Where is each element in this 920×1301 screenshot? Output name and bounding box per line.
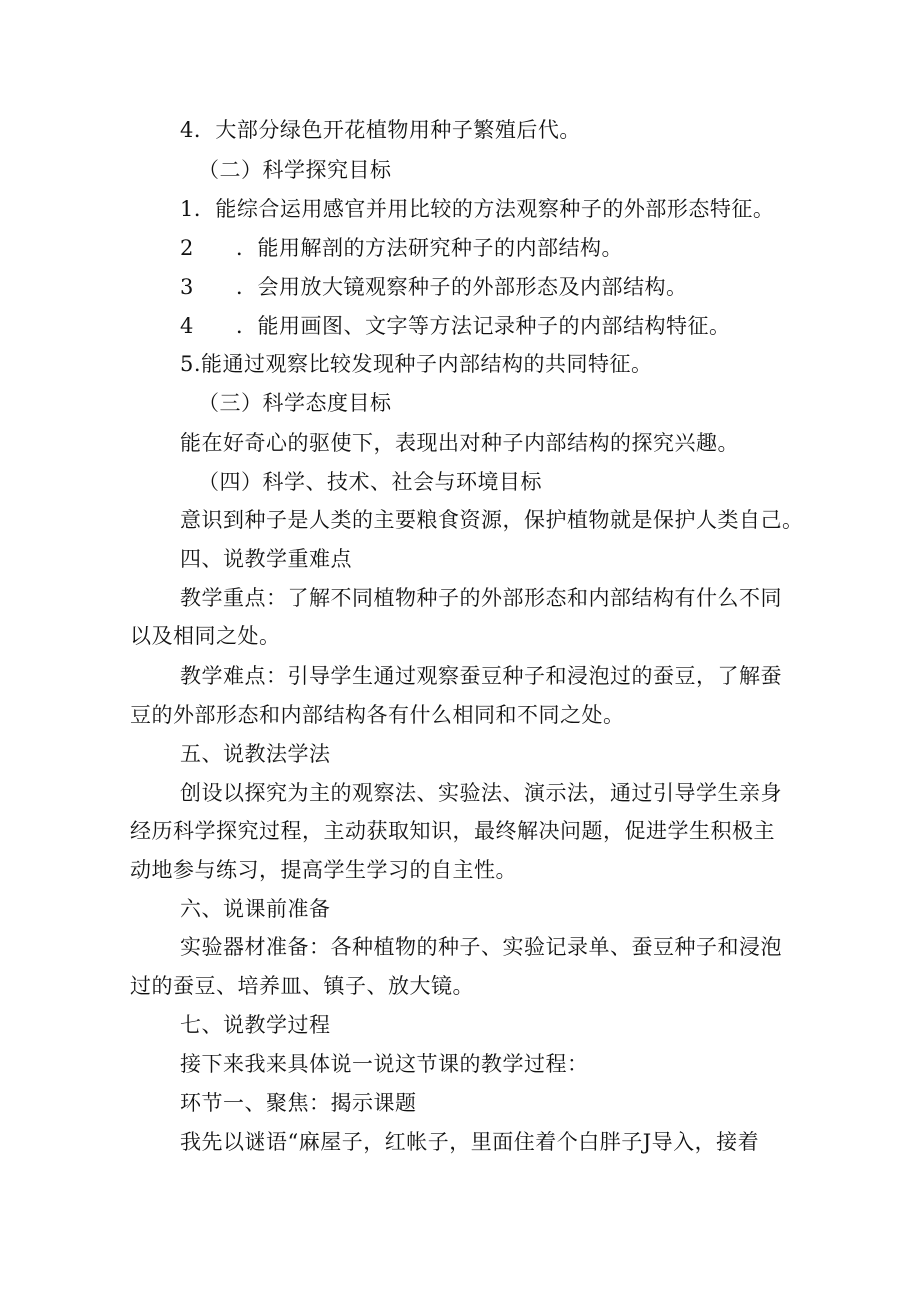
text-line: 以及相同之处。	[130, 624, 281, 648]
text-line: 豆的外部形态和内部结构各有什么相同和不同之处。	[130, 703, 625, 727]
section-heading: （三）科学态度目标	[198, 391, 392, 415]
text-line: 能在好奇心的驱使下，表现出对种子内部结构的探究兴趣。	[180, 431, 739, 455]
text-line: 接下来我来具体说一说这节课的教学过程：	[180, 1052, 589, 1076]
item-text: ．会用放大镜观察种子的外部形态及内部结构。	[236, 275, 688, 299]
item-number: 3	[180, 275, 194, 299]
section-heading: 四、说教学重难点	[180, 547, 352, 571]
section-heading: 五、说教法学法	[180, 742, 331, 766]
item-number: 2	[180, 236, 194, 260]
text-line: 教学重点：了解不同植物种子的外部形态和内部结构有什么不同	[180, 586, 782, 610]
item-number: 4	[180, 314, 194, 338]
text-line: 教学难点：引导学生通过观察蚕豆种子和浸泡过的蚕豆，了解蚕	[180, 664, 782, 688]
section-heading: （二）科学探究目标	[198, 158, 392, 182]
text-line: 经历科学探究过程，主动获取知识，最终解决问题，促进学生积极主	[130, 819, 775, 843]
section-heading: （四）科学、技术、社会与环境目标	[198, 470, 542, 494]
text-line: 过的蚕豆、培养皿、镇子、放大镜。	[130, 974, 474, 998]
numbered-item	[180, 275, 688, 299]
text-line: 4．大部分绿色开花植物用种子繁殖后代。	[180, 118, 581, 142]
text-line: 创设以探究为主的观察法、实验法、演示法，通过引导学生亲身	[180, 781, 782, 805]
text-line: 意识到种子是人类的主要粮食资源，保护植物就是保护人类自己。	[180, 508, 804, 532]
text-line: 1．能综合运用感官并用比较的方法观察种子的外部形态特征。	[180, 197, 775, 221]
item-text: ．能用解剖的方法研究种子的内部结构。	[236, 236, 623, 260]
text-line: 环节一、聚焦：揭示课题	[180, 1091, 417, 1115]
numbered-item	[180, 314, 731, 338]
section-heading: 七、说教学过程	[180, 1013, 331, 1037]
text-line: 5.能通过观察比较发现种子内部结构的共同特征。	[180, 352, 653, 376]
text-line: 我先以谜语“麻屋子，红帐子，里面住着个白胖子J导入，接着	[180, 1130, 760, 1154]
item-text: ．能用画图、文字等方法记录种子的内部结构特征。	[236, 314, 731, 338]
text-line: 实验器材准备：各种植物的种子、实验记录单、蚕豆种子和浸泡	[180, 935, 782, 959]
text-line: 动地参与练习，提高学生学习的自主性。	[130, 858, 517, 882]
section-heading: 六、说课前准备	[180, 897, 331, 921]
numbered-item	[180, 236, 623, 260]
